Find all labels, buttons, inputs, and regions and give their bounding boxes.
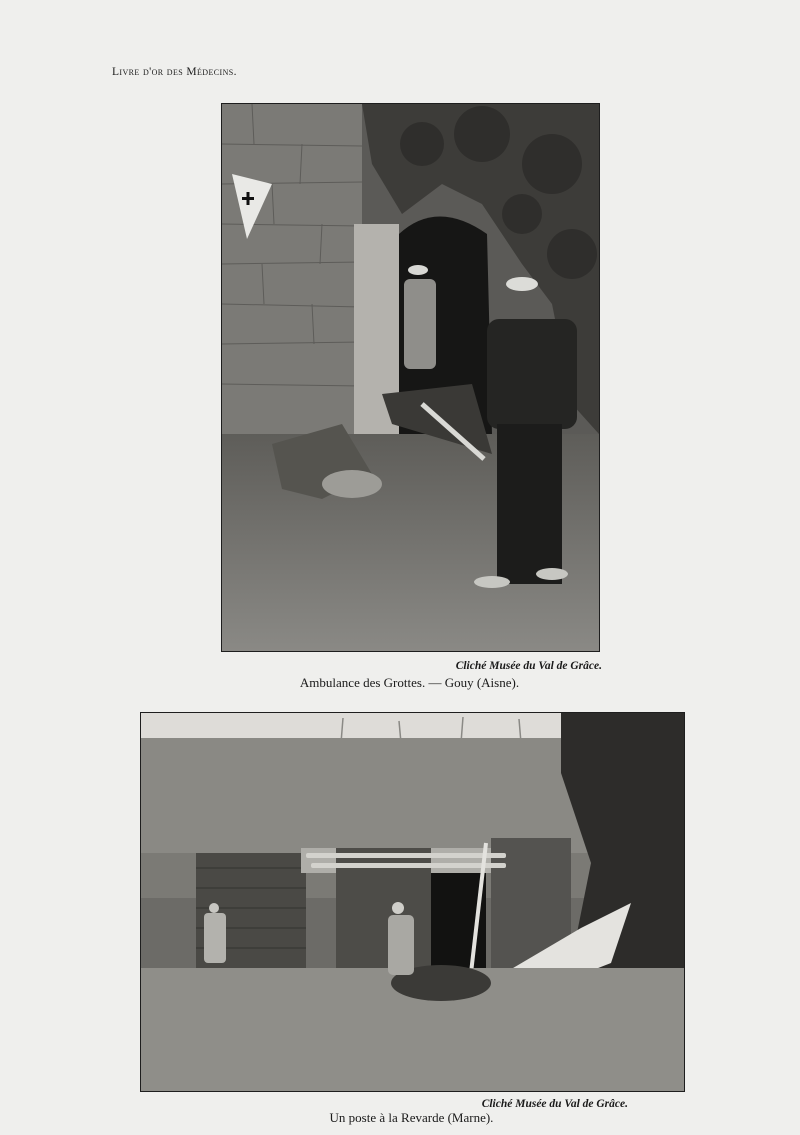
photo-poste-revarde — [140, 712, 685, 1092]
photo-ambulance-grottes — [221, 103, 600, 652]
photo-credit: Cliché Musée du Val de Grâce. — [455, 660, 602, 672]
photo-credit: Cliché Musée du Val de Grâce. — [481, 1098, 628, 1110]
running-head: Livre d'or des Médecins. — [112, 66, 237, 78]
photo-caption: Un poste à la Revarde (Marne). — [329, 1110, 494, 1125]
photo-caption: Ambulance des Grottes. — Gouy (Aisne). — [299, 675, 520, 690]
